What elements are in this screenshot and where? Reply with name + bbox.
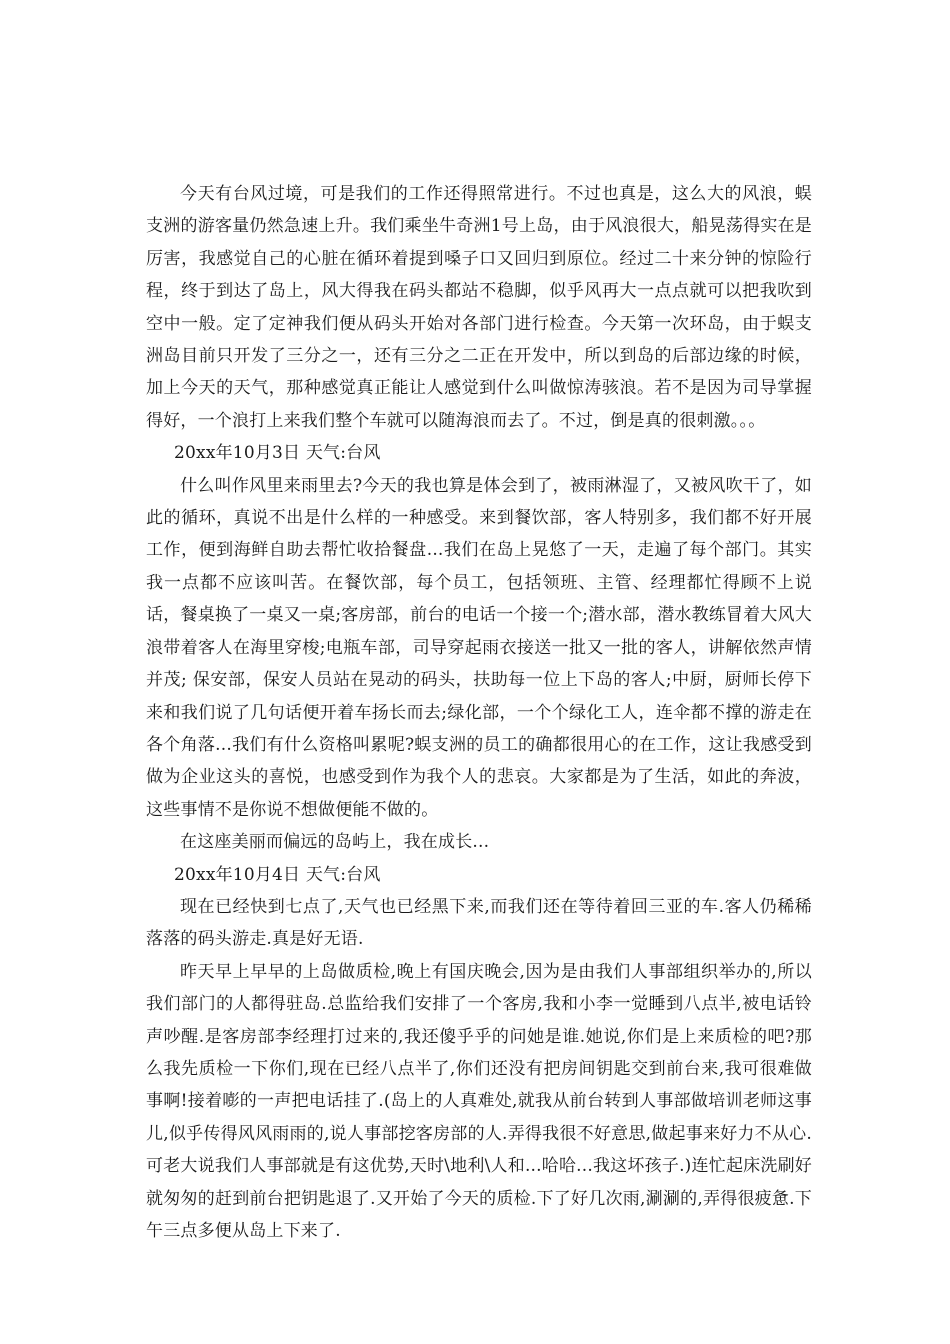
paragraph: 在这座美丽而偏远的岛屿上，我在成长...: [180, 832, 490, 853]
document-body: [146, 178, 812, 1247]
paragraph: 现在已经快到七点了,天气也已经黑下来,而我们还在等待着回三亚的车.客人仍稀稀落落的码头游走.真是好无语.: [146, 896, 812, 950]
dateline: 20xx年10月4日 天气:台风: [174, 864, 381, 885]
paragraph: 今天有台风过境，可是我们的工作还得照常进行。不过也真是，这么大的风浪，蜈支洲的游客量仍然急速上升。我们乘坐牛奇洲1号上岛，由于风浪很大，船晃荡得实在是厉害，我感觉自己的心脏在循环着提到嗓子口又回归到原位。经过二十来分钟的惊险行程，终于到达了岛上，风大得我在码头都站不稳脚，似乎风再大一点点就可以把我吹到空中一般。定了定神我们便从码头开始对各部门进行检查。今天第一次环岛，由于蜈支洲岛目前只开发了三分之一，还有三分之二正在开发中，所以到岛的后部边缘的时候，加上今天的天气，那种感觉真正能让人感觉到什么叫做惊涛骇浪。若不是因为司导掌握得好，一个浪打上来我们整个车就可以随海浪而去了。不过，倒是真的很刺激。。。: [146, 184, 812, 431]
dateline: 20xx年10月3日 天气:台风: [174, 443, 381, 464]
paragraph: 昨天早上早早的上岛做质检,晚上有国庆晚会,因为是由我们人事部组织举办的,所以我们部门的人都得驻岛.总监给我们安排了一个客房,我和小李一觉睡到八点半,被电话铃声吵醒.是客房部李经理打过来的,我还傻乎乎的问她是谁.她说,你们是上来质检的吧?那么我先质检一下你们,现在已经八点半了,你们还没有把房间钥匙交到前台来,我可很难做事啊!接着嘭的一声把电话挂了.(岛上的人真难处,就我从前台转到人事部做培训老师这事儿,似乎传得风风雨雨的,说人事部挖客房部的人.弄得我很不好意思,做起事来好力不从心.可老大说我们人事部就是有这优势,天时\地利\人和...哈哈...我这坏孩子.)连忙起床洗刷好就匆匆的赶到前台把钥匙退了.又开始了今天的质检.下了好几次雨,涮涮的,弄得很疲惫.下午三点多便从岛上下来了.: [146, 961, 812, 1241]
paragraph: 什么叫作风里来雨里去?今天的我也算是体会到了，被雨淋湿了，又被风吹干了，如此的循环，真说不出是什么样的一种感受。来到餐饮部，客人特别多，我们都不好开展工作，便到海鲜自助去帮忙收拾餐盘...我们在岛上晃悠了一天，走遍了每个部门。其实我一点都不应该叫苦。在餐饮部，每个员工，包括领班、主管、经理都忙得顾不上说话，餐桌换了一桌又一桌;客房部，前台的电话一个接一个;潜水部，潜水教练冒着大风大浪带着客人在海里穿梭;电瓶车部，司导穿起雨衣接送一批又一批的客人，讲解依然声情并茂; 保安部，保安人员站在晃动的码头，扶助每一位上下岛的客人;中厨，厨师长停下来和我们说了几句话便开着车扬长而去;绿化部，一个个绿化工人，连伞都不撑的游走在各个角落...我们有什么资格叫累呢?蜈支洲的员工的确都很用心的在工作，这让我感受到做为企业这头的喜悦，也感受到作为我个人的悲哀。大家都是为了生活，如此的奔波，这些事情不是你说不想做便能不做的。: [146, 475, 812, 820]
